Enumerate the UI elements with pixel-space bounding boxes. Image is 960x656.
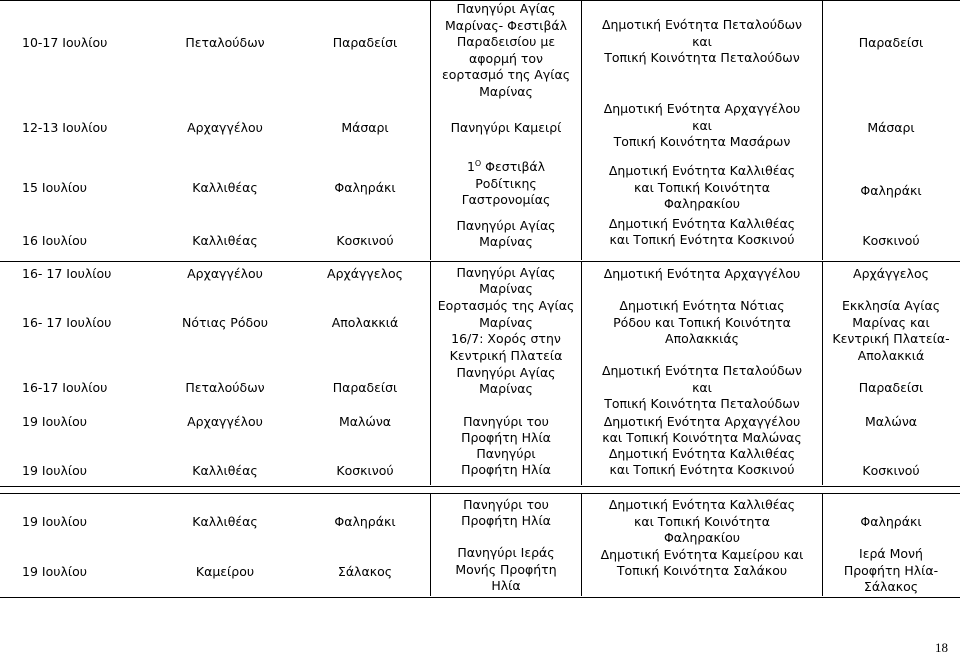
table-row-municipality: Πεταλούδων bbox=[185, 379, 265, 395]
table-row-place: Φαληράκι bbox=[334, 179, 396, 195]
table-row-place: Απολακκιά bbox=[331, 314, 399, 330]
organizer: Δημοτική Ενότητα Αρχαγγέλου bbox=[603, 265, 801, 281]
location: Μαλώνα bbox=[864, 413, 918, 429]
table-row-date: 16-17 Ιουλίου bbox=[22, 379, 108, 395]
event-name: $1^O$ Φεστιβάλ Ροδίτικης Γαστρονομίας bbox=[461, 159, 551, 208]
table-row-place: Παραδείσι bbox=[332, 379, 398, 395]
location: Κοσκινού bbox=[862, 462, 920, 478]
event-name: Πανηγύρι του Προφήτη Ηλία bbox=[461, 413, 551, 445]
table-row-municipality: Αρχαγγέλου bbox=[187, 119, 263, 135]
table-row-municipality: Νότιας Ρόδου bbox=[181, 314, 269, 330]
location: Φαληράκι bbox=[860, 513, 922, 529]
festival-ordinal: $1^O$ bbox=[466, 159, 482, 175]
organizer: Δημοτική Ενότητα Καλλιθέας και Τοπική Ενότητα Κοσκινού bbox=[608, 445, 796, 477]
organizer: Δημοτική Ενότητα Καμείρου και Τοπική Κοινότητα Σαλάκου bbox=[600, 546, 804, 578]
table-row-municipality: Καλλιθέας bbox=[192, 462, 258, 478]
table-row-date: 19 Ιουλίου bbox=[22, 563, 87, 579]
organizer: Δημοτική Ενότητα Πεταλούδων και Τοπική Κοινότητα Πεταλούδων bbox=[601, 17, 803, 66]
organizer: Δημοτική Ενότητα Αρχαγγέλου και Τοπική Κοινότητα Μασάρων bbox=[603, 101, 801, 150]
event-name: Πανηγύρι Καμειρί bbox=[450, 119, 562, 135]
table-row-place: Αρχάγγελος bbox=[327, 265, 403, 281]
table-row-municipality: Αρχαγγέλου bbox=[187, 265, 263, 281]
event-name: Πανηγύρι Αγίας Μαρίνας- Φεστιβάλ Παραδεισίου με αφορμή τον εορτασμό της Αγίας Μαρίνας bbox=[441, 1, 571, 99]
organizer: Δημοτική Ενότητα Αρχαγγέλου και Τοπική Κοινότητα Μαλώνας bbox=[602, 413, 802, 445]
table-row-date: 19 Ιουλίου bbox=[22, 513, 87, 529]
table-row-place: Μάσαρι bbox=[341, 119, 389, 135]
location: Αρχάγγελος bbox=[853, 265, 929, 281]
table-row-municipality: Καλλιθέας bbox=[192, 232, 258, 248]
table-row-place: Σάλακος bbox=[337, 563, 393, 579]
table-row-place: Μαλώνα bbox=[338, 413, 392, 429]
event-name: Πανηγύρι Αγίας Μαρίνας bbox=[456, 217, 556, 249]
table-row-municipality: Αρχαγγέλου bbox=[187, 413, 263, 429]
event-name: Εορτασμός της Αγίας Μαρίνας 16/7: Χορός στην Κεντρική Πλατεία bbox=[437, 298, 575, 363]
table-row-place: Παραδείσι bbox=[332, 34, 398, 50]
event-name: Πανηγύρι Αγίας Μαρίνας bbox=[456, 264, 556, 296]
table-row-place: Κοσκινού bbox=[336, 232, 394, 248]
organizer: Δημοτική Ενότητα Καλλιθέας και Τοπική Κοινότητα Φαληρακίου bbox=[608, 497, 796, 546]
location: Κοσκινού bbox=[862, 232, 920, 248]
location: Παραδείσι bbox=[858, 34, 924, 50]
location: Ιερά Μονή Προφήτη Ηλία- Σάλακος bbox=[843, 546, 939, 595]
table-row-date: 12-13 Ιουλίου bbox=[22, 119, 108, 135]
table-row-date: 10-17 Ιουλίου bbox=[22, 34, 108, 50]
organizer: Δημοτική Ενότητα Νότιας Ρόδου και Τοπική Κοινότητα Απολακκιάς bbox=[613, 298, 791, 347]
table-row-municipality: Πεταλούδων bbox=[185, 34, 265, 50]
table-row-municipality: Καμείρου bbox=[195, 563, 255, 579]
event-name: Πανηγύρι Ιεράς Μονής Προφήτη Ηλία bbox=[455, 545, 557, 594]
table-row-place: Κοσκινού bbox=[336, 462, 394, 478]
organizer: Δημοτική Ενότητα Πεταλούδων και Τοπική Κοινότητα Πεταλούδων bbox=[601, 363, 803, 412]
table-row-date: 19 Ιουλίου bbox=[22, 462, 87, 478]
location: Φαληράκι bbox=[860, 182, 922, 198]
event-name: Πανηγύρι Προφήτη Ηλία bbox=[461, 445, 551, 477]
organizer: Δημοτική Ενότητα Καλλιθέας και Τοπική Κοινότητα Φαληρακίου bbox=[608, 163, 796, 212]
table-row-municipality: Καλλιθέας bbox=[192, 179, 258, 195]
table-row-date: 19 Ιουλίου bbox=[22, 413, 87, 429]
column-divider bbox=[822, 261, 823, 485]
location: Εκκλησία Αγίας Μαρίνας και Κεντρική Πλατεία- Απολακκιά bbox=[832, 298, 950, 363]
table-row-date: 16- 17 Ιουλίου bbox=[22, 314, 112, 330]
event-name: Πανηγύρι Αγίας Μαρίνας bbox=[456, 364, 556, 396]
location: Παραδείσι bbox=[858, 379, 924, 395]
organizer: Δημοτική Ενότητα Καλλιθέας και Τοπική Ενότητα Κοσκινού bbox=[608, 215, 796, 247]
location: Μάσαρι bbox=[867, 119, 915, 135]
table-row-municipality: Καλλιθέας bbox=[192, 513, 258, 529]
table-row-place: Φαληράκι bbox=[334, 513, 396, 529]
table-row-date: 16- 17 Ιουλίου bbox=[22, 265, 112, 281]
event-name: Πανηγύρι του Προφήτη Ηλία bbox=[461, 496, 551, 528]
page-number: 18 bbox=[935, 640, 948, 655]
table-row-date: 16 Ιουλίου bbox=[22, 232, 87, 248]
table-row-date: 15 Ιουλίου bbox=[22, 179, 87, 195]
